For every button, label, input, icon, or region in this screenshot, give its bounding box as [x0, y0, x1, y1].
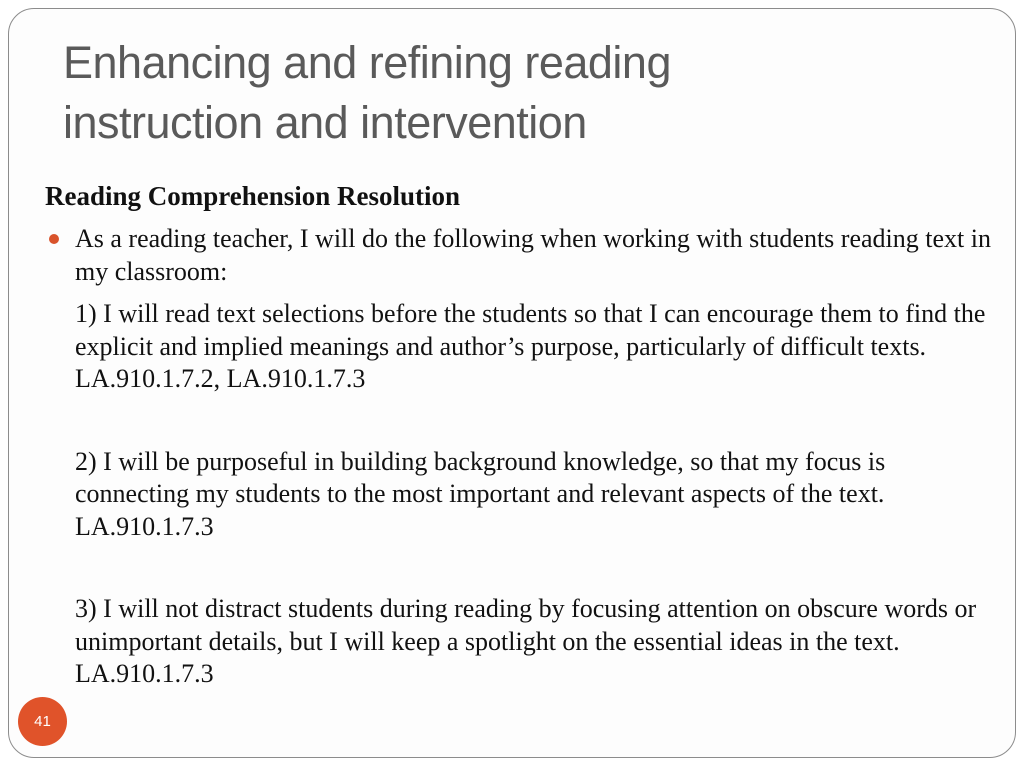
slide-title: [63, 33, 963, 153]
slide-body: [45, 179, 1005, 691]
resolution-item-1: 1) I will read text selections before the students so that I can encourage them to find the explicit and implied meanings and author’s purpose, particularly of difficult texts. LA.910.1.7.2, LA.910.1.7.3: [75, 299, 986, 393]
resolution-item-3: 3) I will not distract students during reading by focusing attention on obscure words or unimportant details, but I will keep a spotlight on the essential ideas in the text. LA.910.1.7.3: [75, 594, 977, 688]
bullet-item: [45, 223, 1005, 288]
resolution-item-2: 2) I will be purposeful in building background knowledge, so that my focus is connecting my students to the most important and relevant aspects of the text. LA.910.1.7.3: [75, 446, 886, 541]
slide-title-line-1: Enhancing and refining reading: [63, 37, 671, 88]
resolution-list: [75, 298, 1005, 691]
slide-frame: [8, 8, 1016, 758]
bullet-dot-icon: [49, 234, 59, 244]
slide-title-line-2: instruction and intervention: [63, 97, 587, 148]
section-heading: Reading Comprehension Resolution: [45, 181, 461, 211]
page-number-badge: 41: [18, 697, 67, 746]
bullet-text: As a reading teacher, I will do the following when working with students reading text in my classroom:: [75, 224, 991, 286]
